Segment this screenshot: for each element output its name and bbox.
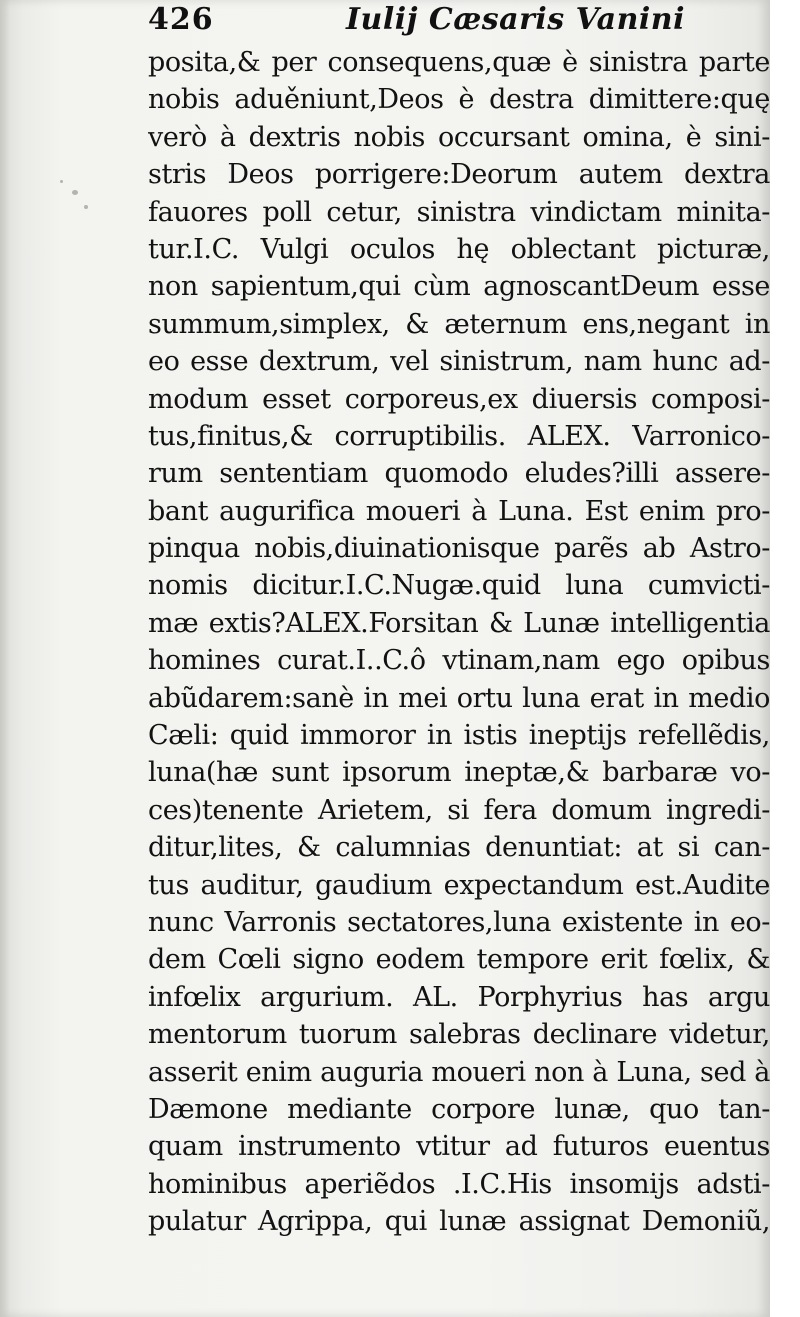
text-line: luna(hæ sunt ipsorum ineptæ,& barbaræ vo- [148,757,770,789]
page-gutter-shadow [0,0,10,1317]
body-text [148,44,770,1241]
text-line: bant augurifica moueri à Luna. Est enim pro- [148,495,770,527]
text-line: eo esse dextrum, vel sinistrum, nam hunc ad- [148,346,770,378]
text-line: tur.I.C. Vulgi oculos hę oblectant picturæ, [148,233,770,265]
ink-speck [72,190,78,195]
text-line: verò à dextris nobis occursant omina, è sini- [148,121,770,153]
text-line: dem Cœli signo eodem tempore erit fœlix, & [148,944,770,976]
text-line: rum sententiam quomodo eludes?illi assere- [148,458,770,490]
page-number: 426 [148,2,214,37]
text-line: fauores poll cetur, sinistra vindictam minita- [148,196,770,228]
text-line: mæ extis?ALEX.Forsitan & Lunæ intelligentia [148,607,770,639]
text-line: abũdarem:sanè in mei ortu luna erat in medio [148,682,770,714]
ink-speck [60,180,63,183]
page-header [148,0,768,44]
text-line: ces)tenente Arietem, si fera domum ingredi- [148,794,770,826]
text-line: homines curat.I..C.ô vtinam,nam ego opibus [148,645,770,677]
text-line: infœlix argurium. AL. Porphyrius has argu [148,981,770,1013]
text-line: posita,& per consequens,quæ è sinistra parte [148,47,770,78]
text-line: asserit enim auguria moueri non à Luna, sed à [148,1056,770,1088]
text-line: mentorum tuorum salebras declinare videtur, [148,1019,770,1051]
text-line: nobis aduěniunt,Deos è destra dimittere:quę [148,84,770,116]
text-line: pulatur Agrippa, qui lunæ assignat Demoniũ, [148,1206,770,1238]
text-line: nunc Varronis sectatores,luna existente in eo- [148,906,770,938]
text-line: hominibus aperiẽdos .I.C.His insomijs adsti- [148,1168,770,1200]
text-line: modum esset corporeus,ex diuersis composi- [148,383,770,415]
text-line: ditur,lites, & calumnias denuntiat: at si can- [148,832,770,864]
text-line: quam instrumento vtitur ad futuros euentus [148,1131,770,1163]
text-line: Dæmone mediante corpore lunæ, quo tan- [148,1093,770,1125]
text-line: tus,finitus,& corruptibilis. ALEX. Varronico- [148,420,770,452]
text-line: Cæli: quid immoror in istis ineptijs refellẽdis, [148,720,770,752]
text-line: nomis dicitur.I.C.Nugæ.quid luna cumvicti- [148,570,770,602]
text-line: pinqua nobis,diuinationisque parẽs ab Astro- [148,533,770,565]
text-line: non sapientum,qui cùm agnoscantDeum esse [148,271,770,303]
running-head: Iulij Cæsaris Vanini [346,2,686,37]
text-line: stris Deos porrigere:Deorum autem dextra [148,159,770,191]
ink-speck [84,205,88,209]
text-line: tus auditur, gaudium expectandum est.Audite [148,869,770,901]
text-line: summum,simplex, & æternum ens,negant in [148,308,770,340]
